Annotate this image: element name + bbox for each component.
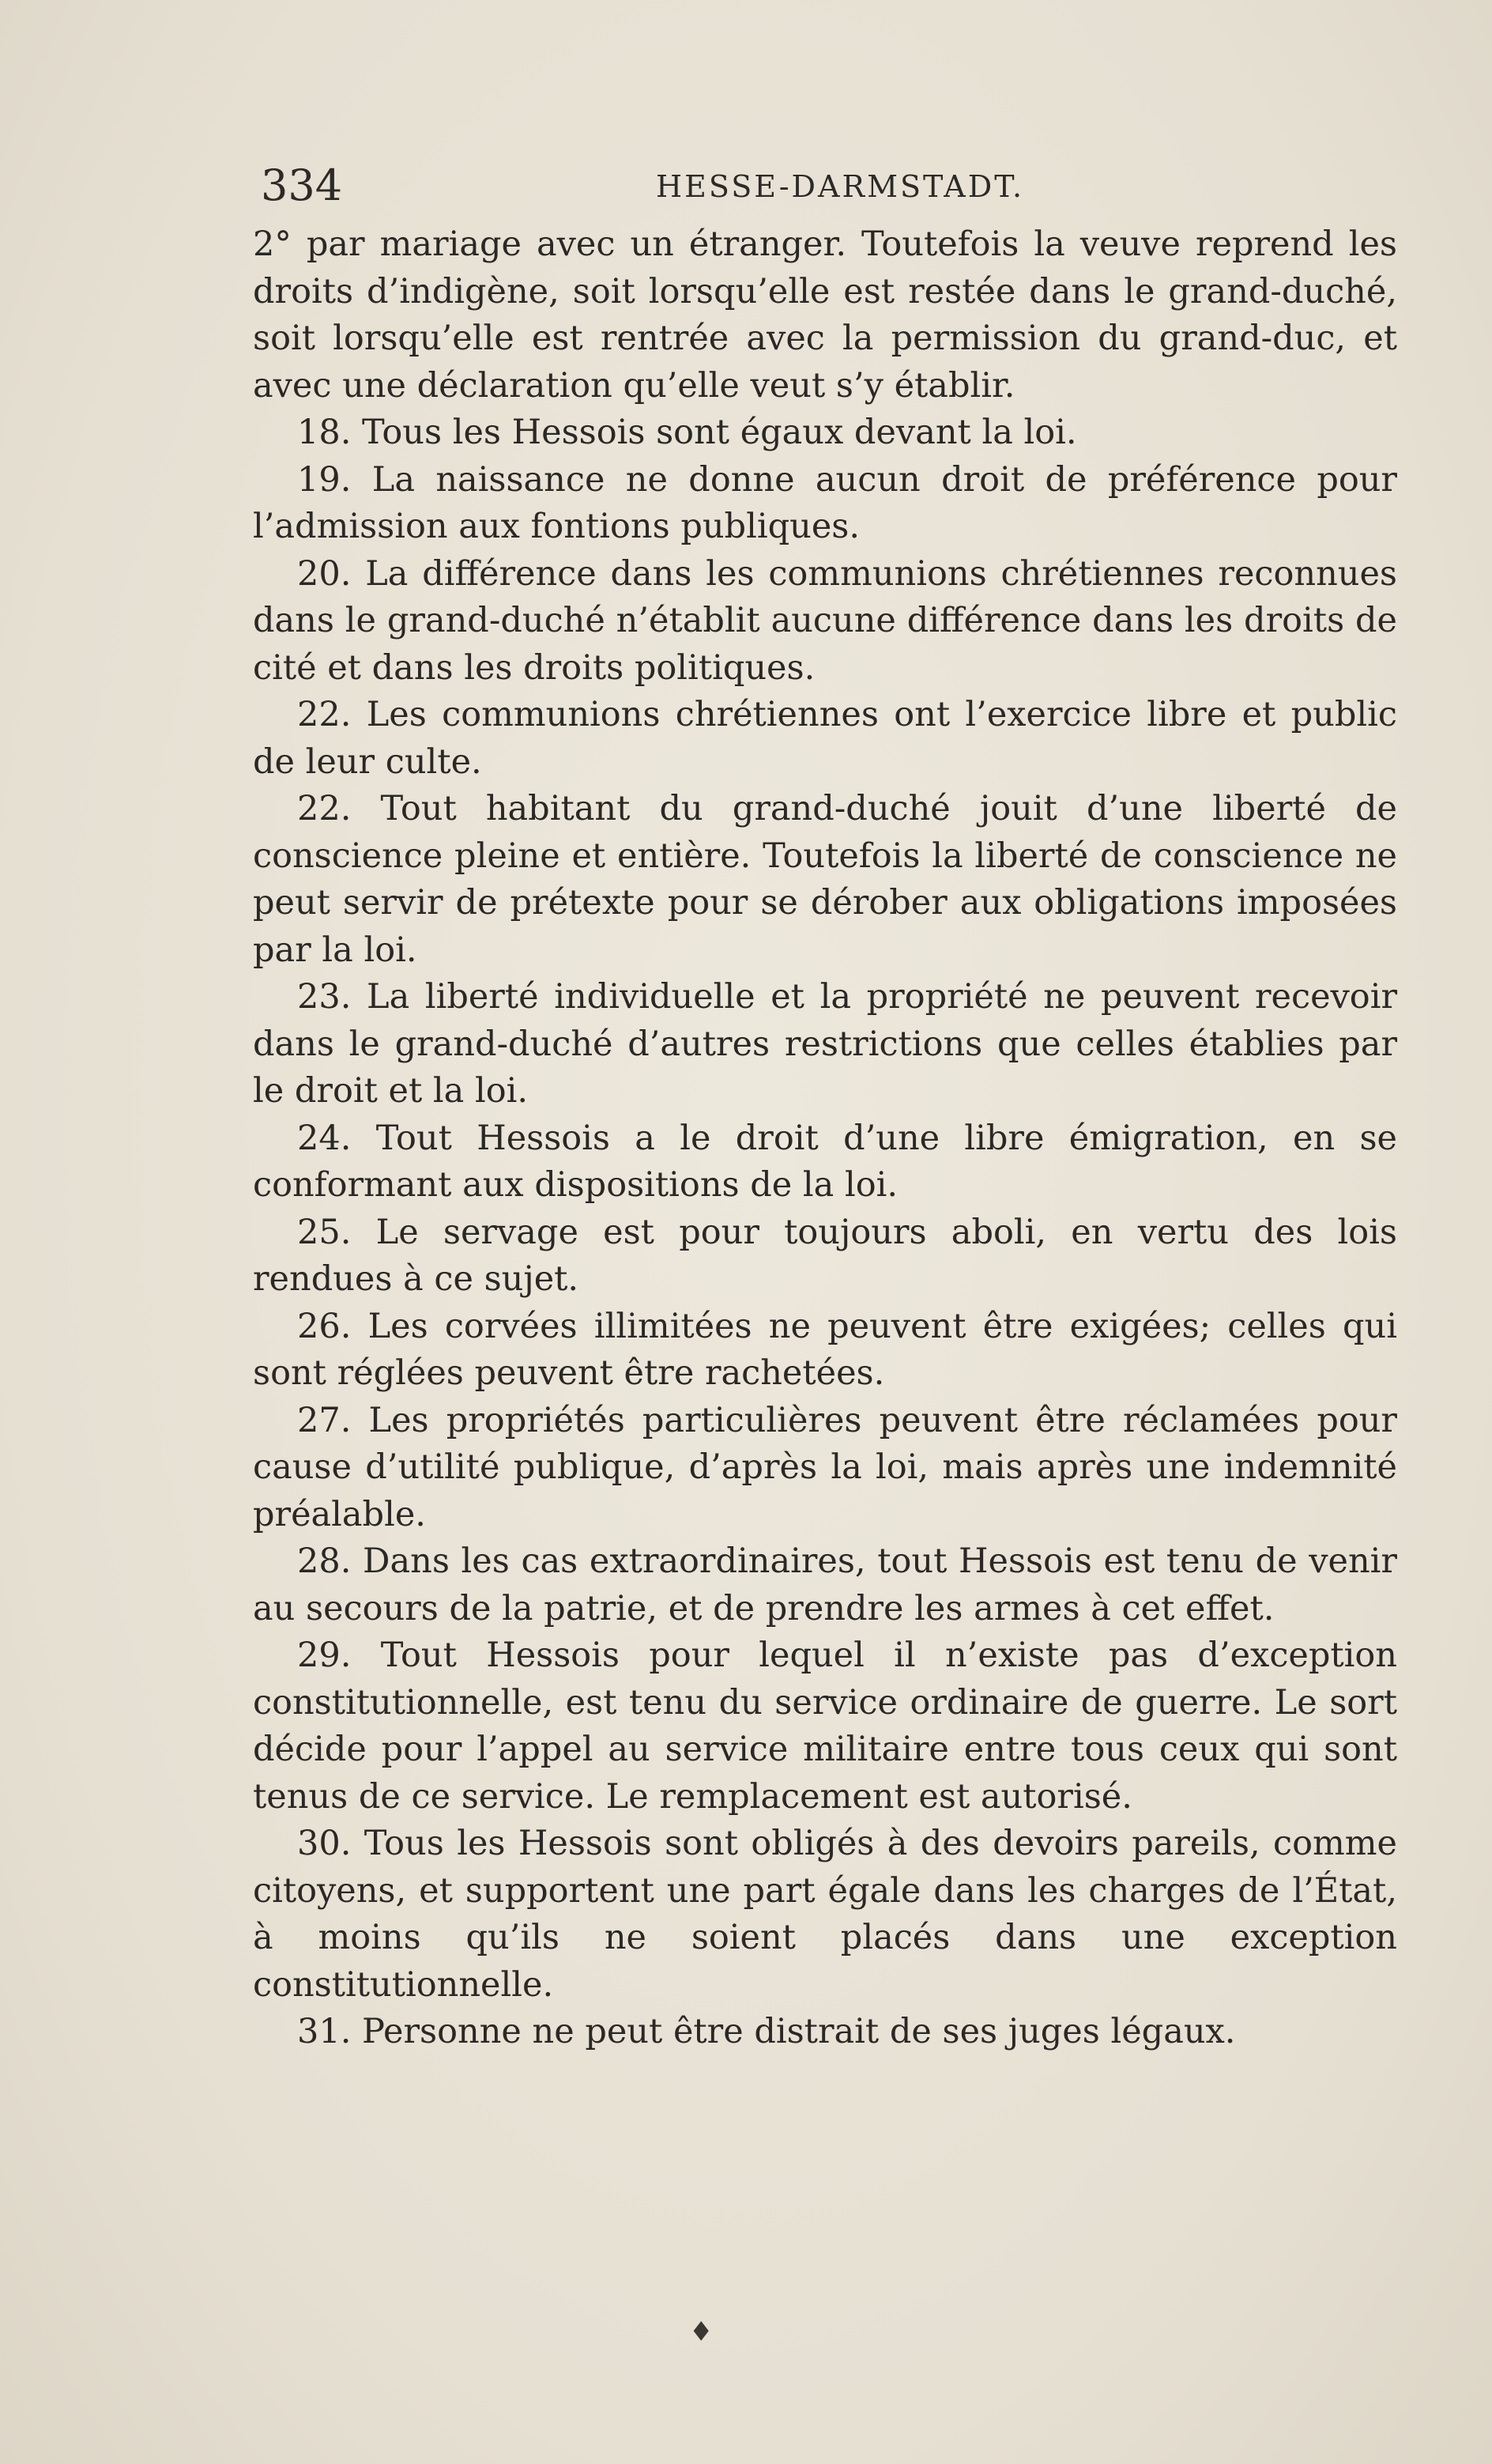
article-23: 23. La liberté individuelle et la propriété ne peuvent recevoir dans le grand-duché d’autres restrictions que celles établies par le droit et la loi. (253, 977, 1397, 1111)
body-text (253, 221, 1397, 2056)
article-22-second: 22. Tout habitant du grand-duché jouit d’une liberté de conscience pleine et entière. Toutefois la liberté de conscience ne peut servir de prétexte pour se dérober aux obligations imposées par la loi. (253, 789, 1397, 970)
article-25: 25. Le servage est pour toujours aboli, en vertu des lois rendues à ce sujet. (253, 1212, 1397, 1299)
signature-mark: ♦ (689, 2316, 714, 2348)
article-18: 18. Tous les Hessois sont égaux devant la loi. (297, 413, 1077, 452)
running-head (261, 158, 1399, 213)
article-31: 31. Personne ne peut être distrait de ses juges légaux. (297, 2012, 1236, 2051)
article-29: 29. Tout Hessois pour lequel il n’existe pas d’exception constitutionnelle, est tenu du service ordinaire de guerre. Le sort décide pour l’appel au service militaire entre tous ceux qui sont tenus de ce service. Le remplacement est autorisé. (253, 1636, 1397, 1817)
running-title: HESSE-DARMSTADT. (656, 169, 1025, 204)
paragraph-continued: 2° par mariage avec un étranger. Toutefois la veuve reprend les droits d’indigène, soit lorsqu’elle est restée dans le grand-duché, soit lorsqu’elle est rentrée avec la permission du grand-duc, et avec une déclaration qu’elle veut s’y établir. (253, 225, 1397, 406)
article-28: 28. Dans les cas extraordinaires, tout Hessois est tenu de venir au secours de la patrie, et de prendre les armes à cet effet. (253, 1541, 1397, 1628)
article-19: 19. La naissance ne donne aucun droit de préférence pour l’admission aux fontions publiques. (253, 459, 1397, 546)
page-number: 334 (261, 160, 343, 210)
article-20: 20. La différence dans les communions chrétiennes reconnues dans le grand-duché n’établit aucune différence dans les droits de cité et dans les droits politiques. (253, 553, 1397, 688)
article-24: 24. Tout Hessois a le droit d’une libre émigration, en se conformant aux dispositions de la loi. (253, 1118, 1397, 1205)
article-30: 30. Tous les Hessois sont obligés à des devoirs pareils, comme citoyens, et supportent une part égale dans les charges de l’État, à moins qu’ils ne soient placés dans une exception constitutionnelle. (253, 1824, 1397, 2005)
article-26: 26. Les corvées illimitées ne peuvent être exigées; celles qui sont réglées peuvent être rachetées. (253, 1306, 1397, 1393)
article-27: 27. Les propriétés particulières peuvent être réclamées pour cause d’utilité publique, d’après la loi, mais après une indemnité préalable. (253, 1400, 1397, 1534)
article-22-first: 22. Les communions chrétiennes ont l’exercice libre et public de leur culte. (253, 695, 1397, 782)
